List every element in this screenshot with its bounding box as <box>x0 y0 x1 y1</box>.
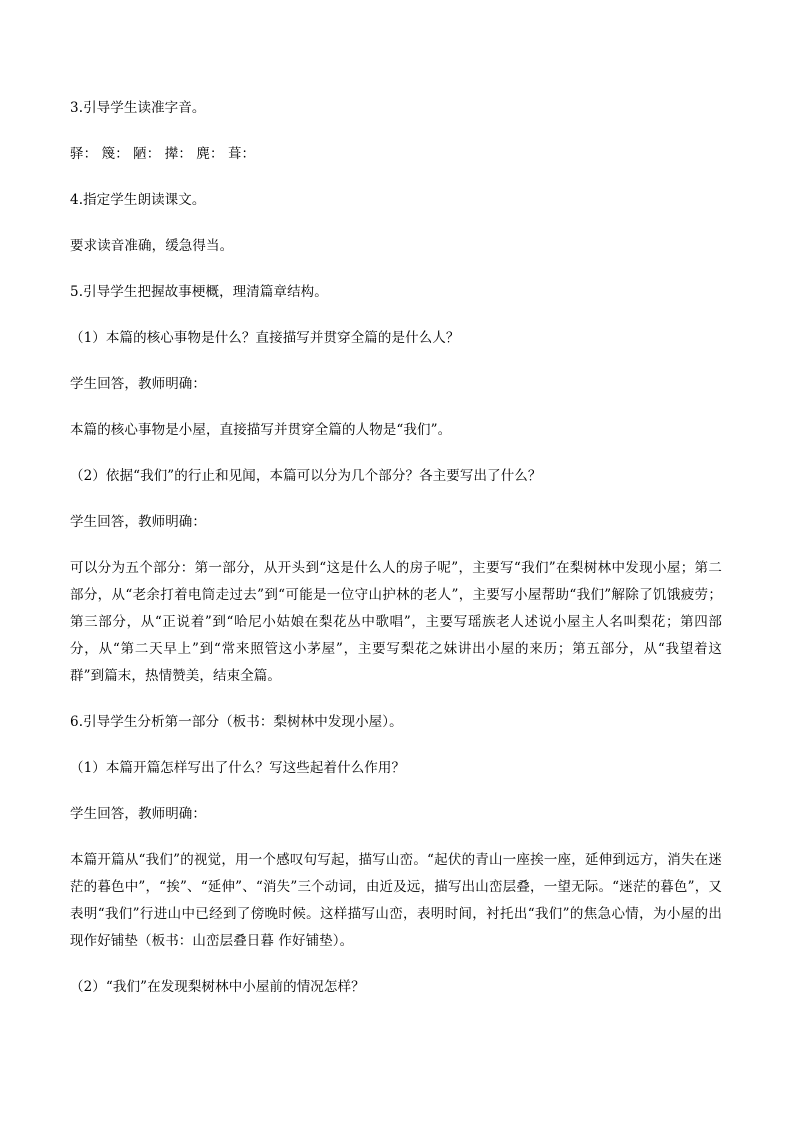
step-5-heading: 5.引导学生把握故事梗概，理清篇章结构。 <box>70 284 328 300</box>
step-6-heading: 6.引导学生分析第一部分（板书：梨树林中发现小屋）。 <box>70 714 403 730</box>
step-3-heading: 3.引导学生读准字音。 <box>70 100 206 116</box>
answer-label: 学生回答，教师明确： <box>70 806 206 822</box>
pronunciation-characters: 驿： 篾： 陋： 撵： 麂： 葺： <box>70 146 256 162</box>
question-5-1: （1）本篇的核心事物是什么？直接描写并贯穿全篇的是什么人？ <box>70 330 460 346</box>
step-4-heading: 4.指定学生朗读课文。 <box>70 192 206 208</box>
answer-label: 学生回答，教师明确： <box>70 514 206 530</box>
answer-5-2: 可以分为五个部分：第一部分，从开头到“这是什么人的房子呢”，主要写“我们”在梨树林中发现小屋；第二部分，从“老余打着电筒走过去”到“可能是一位守山护林的老人”，主要写小屋帮助“我们”解除了饥饿疲劳；第三部分，从“正说着”到“哈尼小姑娘在梨花丛中歌唱”，主要写瑶族老人述说小屋主人名叫梨花；第四部分，从“第二天早上”到“常来照管这小茅屋”，主要写梨花之妹讲出小屋的来历；第五部分，从“我望着这群”到篇末，热情赞美，结束全篇。 <box>70 560 722 684</box>
reading-requirement: 要求读音准确，缓急得当。 <box>70 238 234 254</box>
answer-6-1: 本篇开篇从“我们”的视觉，用一个感叹句写起，描写山峦。“起伏的青山一座挨一座，延伸到远方，消失在迷茫的暮色中”，“挨”、“延伸”、“消失”三个动词，由近及远，描写出山峦层叠，一望无际。“迷茫的暮色”，又表明“我们”行进山中已经到了傍晚时候。这样描写山峦，表明时间，衬托出“我们”的焦急心情，为小屋的出现作好铺垫（板书：山峦层叠日暮 作好铺垫）。 <box>70 852 722 949</box>
answer-label: 学生回答，教师明确： <box>70 376 206 392</box>
question-6-2: （2）“我们”在发现梨树林中小屋前的情况怎样？ <box>70 979 365 995</box>
question-5-2: （2）依据“我们”的行止和见闻，本篇可以分为几个部分？各主要写出了什么？ <box>70 468 542 484</box>
answer-5-1: 本篇的核心事物是小屋，直接描写并贯穿全篇的人物是“我们”。 <box>70 422 452 438</box>
question-6-1: （1）本篇开篇怎样写出了什么？写这些起着什么作用？ <box>70 760 406 776</box>
